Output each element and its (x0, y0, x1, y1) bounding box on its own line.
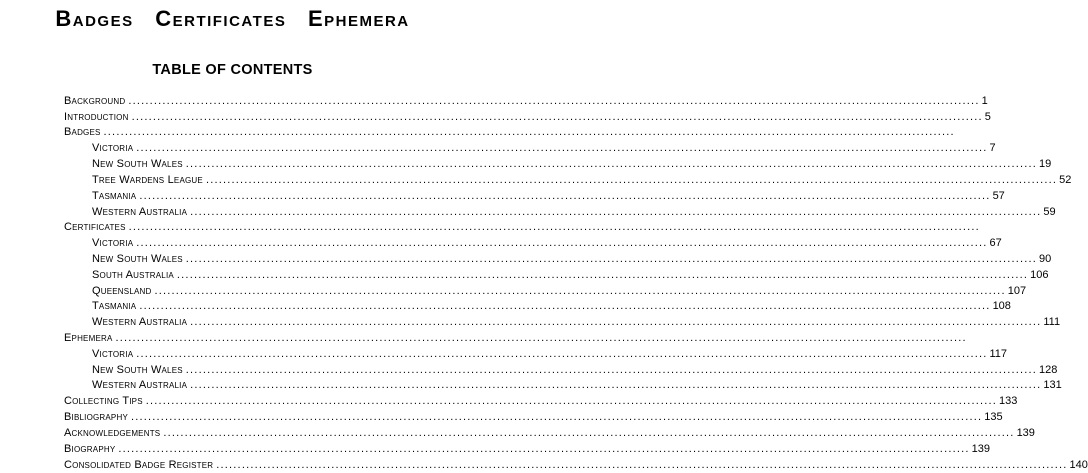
toc-entry (64, 93, 988, 109)
toc-dot-leader: ........................................................................................................................................................................................................ (216, 458, 1068, 471)
toc-entry-label: New South Wales (92, 363, 186, 378)
toc-entry (64, 204, 1056, 220)
toc-entry-label: Acknowledgements (64, 426, 163, 441)
toc-entry (64, 441, 990, 457)
toc-entry (64, 425, 1035, 441)
toc-entry (64, 140, 996, 156)
toc-entry-label: South Australia (92, 268, 177, 283)
toc-dot-leader: ........................................................................................................................................................................................................ (136, 237, 988, 250)
toc-entry (64, 393, 1018, 409)
toc-entry-page-number: 117 (989, 347, 1008, 360)
toc-entry-page-number: 52 (1059, 173, 1072, 186)
toc-entry-page-number: 139 (1016, 426, 1035, 439)
toc-entry-label: Victoria (92, 236, 136, 251)
toc-dot-leader: ........................................................................................................................................................................................................ (154, 284, 1006, 297)
toc-dot-leader: ........................................................................................................................................................................................................ (190, 379, 1042, 392)
toc-dot-leader: ........................................................................................................................................................................................................ (128, 94, 980, 107)
toc-entry-label: Certificates (64, 220, 129, 235)
toc-dot-leader: ........................................................................................................................................................................................................ (139, 189, 991, 202)
toc-entry-label: Badges (64, 125, 104, 140)
toc-entry-page-number: 1 (981, 94, 988, 107)
toc-entry-label: Victoria (92, 141, 136, 156)
toc-entry (64, 109, 991, 125)
toc-dot-leader: ........................................................................................................................................................................................................ (128, 221, 980, 234)
toc-entry (64, 330, 967, 346)
toc-entry-label: New South Wales (92, 252, 186, 267)
toc-entry-label: Collecting Tips (64, 394, 146, 409)
toc-entry-page-number: 57 (992, 189, 1005, 202)
toc-dot-leader: ........................................................................................................................................................................................................ (115, 332, 967, 344)
toc-entry-label: Queensland (92, 284, 154, 299)
toc-entry (64, 362, 1058, 378)
toc-dot-leader: ........................................................................................................................................................................................................ (163, 426, 1015, 439)
toc-entry-page-number: 139 (971, 442, 990, 455)
toc-entry-page-number: 106 (1030, 268, 1049, 281)
toc-entry-label: Tasmania (92, 299, 139, 314)
toc-dot-leader: ........................................................................................................................................................................................................ (205, 173, 1058, 186)
toc-dot-leader: ........................................................................................................................................................................................................ (185, 158, 1038, 171)
toc-entry (64, 409, 1003, 425)
toc-entry-page-number: 111 (1043, 316, 1061, 329)
toc-dot-leader: ........................................................................................................................................................................................................ (103, 126, 955, 139)
toc-dot-leader: ........................................................................................................................................................................................................ (190, 205, 1042, 218)
toc-entry-page-number: 5 (984, 110, 991, 123)
toc-entry-label: Victoria (92, 347, 136, 362)
toc-entry (64, 457, 1088, 473)
toc-entry (64, 188, 1005, 204)
table-of-contents (64, 93, 1088, 473)
toc-entry-page-number: 19 (1039, 158, 1052, 171)
toc-entry (64, 299, 1011, 315)
toc-entry-label: Western Australia (92, 315, 190, 330)
toc-entry-page-number: 107 (1007, 284, 1027, 297)
toc-entry-page-number: 133 (999, 395, 1018, 408)
toc-entry (64, 156, 1052, 172)
document-title: Badges Certificates Ephemera (55, 6, 410, 31)
toc-entry-page-number: 128 (1039, 363, 1058, 376)
toc-dot-leader: ........................................................................................................................................................................................................ (185, 252, 1038, 265)
toc-entry-label: Tasmania (92, 189, 139, 204)
toc-dot-leader: ........................................................................................................................................................................................................ (190, 316, 1042, 329)
toc-dot-leader: ........................................................................................................................................................................................................ (185, 363, 1038, 376)
toc-entry (64, 267, 1049, 283)
toc-entry-label: Biography (64, 442, 118, 457)
toc-entry-label: New South Wales (92, 157, 186, 172)
toc-entry (64, 172, 1072, 188)
toc-entry (64, 314, 1061, 330)
toc-dot-leader: ........................................................................................................................................................................................................ (136, 347, 988, 360)
toc-entry-page-number: 135 (984, 411, 1003, 424)
toc-dot-leader: ........................................................................................................................................................................................................ (145, 395, 997, 408)
toc-entry (64, 378, 1062, 394)
toc-entry (64, 251, 1052, 267)
toc-entry-page-number: 67 (989, 237, 1002, 250)
toc-dot-leader: ........................................................................................................................................................................................................ (131, 110, 983, 123)
toc-entry-label: Introduction (64, 110, 132, 125)
toc-entry-page-number: 59 (1043, 205, 1056, 218)
toc-entry (64, 346, 1008, 362)
toc-entry-label: Western Australia (92, 378, 190, 393)
toc-entry-page-number: 90 (1039, 252, 1052, 265)
toc-entry-page-number: 140 (1069, 458, 1088, 471)
toc-heading: TABLE OF CONTENTS (152, 62, 313, 78)
toc-dot-leader: ........................................................................................................................................................................................................ (139, 300, 991, 313)
toc-dot-leader: ........................................................................................................................................................................................................ (176, 268, 1029, 281)
toc-entry-label: Consolidated Badge Register (64, 458, 216, 473)
toc-entry-page-number: 108 (992, 300, 1011, 313)
toc-entry-label: Ephemera (64, 331, 116, 346)
toc-entry (64, 235, 1002, 251)
toc-entry-page-number: 7 (989, 142, 996, 155)
toc-entry-label: Western Australia (92, 205, 190, 220)
toc-entry-page-number: 131 (1043, 379, 1062, 392)
toc-entry (64, 125, 955, 141)
toc-dot-leader: ........................................................................................................................................................................................................ (136, 142, 988, 155)
toc-entry-label: Bibliography (64, 410, 131, 425)
toc-entry-label: Tree Wardens League (92, 173, 206, 188)
toc-entry-label: Background (64, 94, 128, 109)
toc-dot-leader: ........................................................................................................................................................................................................ (118, 442, 970, 455)
toc-entry (64, 220, 980, 236)
toc-entry (64, 283, 1027, 299)
toc-dot-leader: ........................................................................................................................................................................................................ (130, 411, 983, 424)
